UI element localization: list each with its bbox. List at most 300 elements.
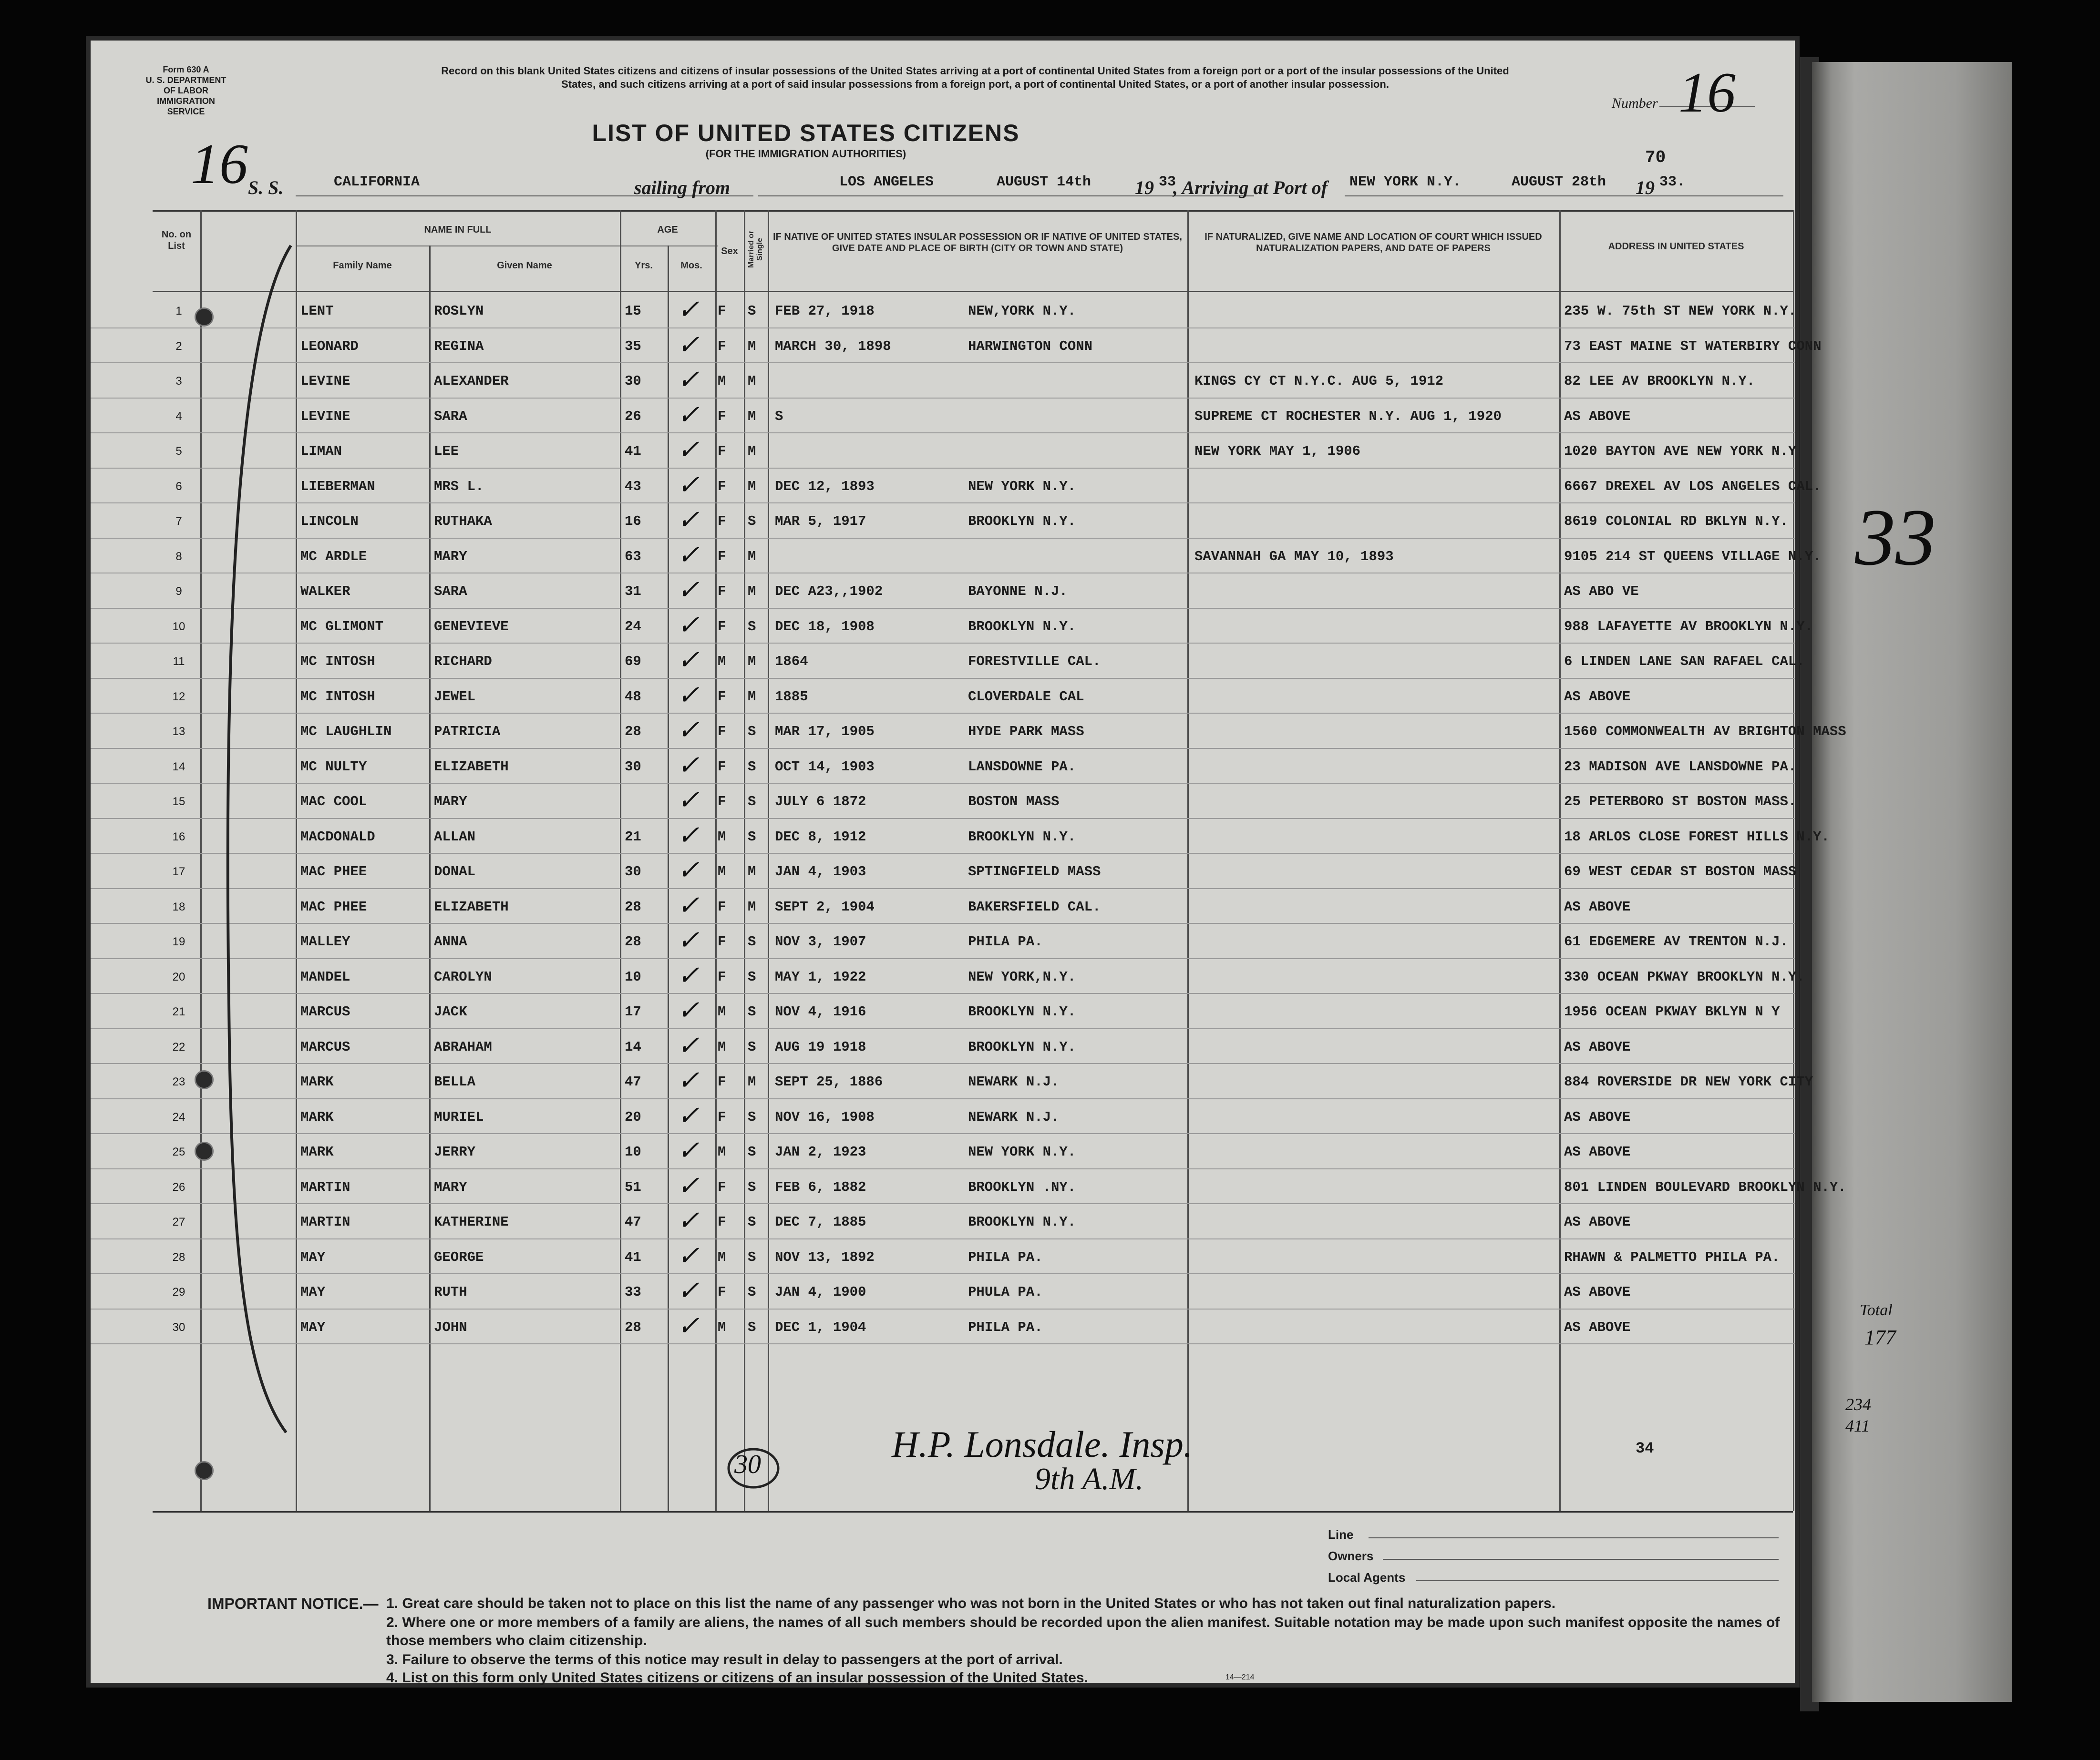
cell-given: JACK: [434, 1004, 467, 1020]
cell-given: MARY: [434, 794, 467, 809]
cell-birth-date: DEC 7, 1885: [775, 1214, 866, 1230]
cell-birth-date: NOV 4, 1916: [775, 1004, 866, 1020]
cell-address: AS ABOVE: [1564, 899, 1631, 915]
notice-item-2: 2. Where one or more members of a family are aliens, the names of all such members should be recorded upon the alien manifest. Suitable notation may be made upon such manifest opposite the names of those members who claim citizenship.: [386, 1615, 1780, 1648]
cell-yrs: 41: [625, 1249, 641, 1265]
cell-family: MC LAUGHLIN: [300, 724, 392, 739]
cell-family: MAY: [300, 1284, 326, 1300]
header-no-on-list: No. on List: [161, 229, 192, 251]
cell-family: MARTIN: [300, 1179, 350, 1195]
header-name-in-full: NAME IN FULL: [424, 225, 492, 235]
row-divider: [91, 818, 1795, 819]
cell-no: 14: [172, 760, 185, 773]
cell-given: ROSLYN: [434, 303, 484, 319]
cell-yrs: 30: [625, 864, 641, 880]
header-given-name: Given Name: [497, 260, 552, 271]
cell-no: 23: [172, 1075, 185, 1088]
cell-family: MAC PHEE: [300, 864, 367, 880]
cell-family: MALLEY: [300, 934, 350, 950]
cell-family: MARCUS: [300, 1004, 350, 1020]
cell-no: 8: [175, 550, 182, 563]
row-divider: [91, 1238, 1795, 1239]
header-sex: Sex: [721, 246, 738, 256]
header-birth: IF NATIVE OF UNITED STATES INSULAR POSSESSION OR IF NATIVE OF UNITED STATES, GIVE DATE AND PLACE OF BIRTH (CITY OR TOWN AND STATE): [773, 232, 1182, 254]
cell-birth-place: NEW YORK N.Y.: [968, 478, 1076, 494]
header-age: AGE: [657, 225, 678, 235]
cell-ms: M: [748, 899, 756, 915]
cell-yrs: 69: [625, 654, 641, 669]
cell-birth-date: FEB 27, 1918: [775, 303, 875, 319]
header-married-or-single: Married or Single: [747, 230, 764, 268]
checkmark-icon: ✓: [677, 1171, 700, 1201]
cell-sex: F: [718, 618, 726, 634]
cell-sex: F: [718, 688, 726, 705]
cell-given: ELIZABETH: [434, 758, 509, 775]
cell-sex: F: [718, 1074, 726, 1090]
line-label: Line: [1328, 1527, 1354, 1542]
cell-sex: F: [718, 934, 726, 950]
notice-title: IMPORTANT NOTICE.—: [207, 1595, 379, 1612]
cell-no: 27: [172, 1216, 185, 1228]
cell-yrs: 30: [625, 758, 641, 775]
cell-sex: F: [718, 548, 726, 564]
ship-name: CALIFORNIA: [334, 174, 420, 190]
row-divider: [91, 1028, 1795, 1029]
cell-birth-date: NOV 13, 1892: [775, 1249, 875, 1265]
cell-family: MC ARDLE: [300, 548, 367, 564]
row-divider: [91, 643, 1795, 644]
cell-address: AS ABO VE: [1564, 583, 1639, 599]
cell-given: GEORGE: [434, 1249, 484, 1265]
row-divider: [91, 398, 1795, 399]
cell-address: 988 LAFAYETTE AV BROOKLYN N.Y.: [1564, 618, 1813, 634]
cell-birth-date: MAY 1, 1922: [775, 969, 866, 985]
cell-given: SARA: [434, 408, 467, 424]
row-divider: [91, 1168, 1795, 1169]
checkmark-icon: ✓: [677, 820, 700, 850]
document-title: LIST OF UNITED STATES CITIZENS: [592, 120, 1020, 146]
row-divider: [91, 468, 1795, 469]
cell-ms: M: [748, 1074, 756, 1090]
cell-sex: F: [718, 443, 726, 459]
cell-yrs: 17: [625, 1004, 641, 1020]
cell-given: ALEXANDER: [434, 373, 509, 389]
cell-given: KATHERINE: [434, 1214, 509, 1230]
cell-family: MACDONALD: [300, 829, 375, 845]
header-age-months: Mos.: [680, 260, 702, 271]
cell-no: 21: [172, 1005, 185, 1018]
cell-nat: SUPREME CT ROCHESTER N.Y. AUG 1, 1920: [1194, 408, 1502, 424]
cell-sex: F: [718, 899, 726, 915]
cell-no: 17: [172, 865, 185, 878]
cell-birth-date: AUG 19 1918: [775, 1039, 866, 1055]
cell-ms: S: [748, 794, 756, 809]
cell-given: ALLAN: [434, 829, 476, 845]
checkmark-icon: ✓: [677, 1136, 700, 1166]
cell-address: 1560 COMMONWEALTH AV BRIGHTON MASS: [1564, 724, 1846, 739]
cell-no: 29: [172, 1286, 185, 1299]
header-address: ADDRESS IN UNITED STATES: [1608, 241, 1744, 252]
cell-no: 7: [175, 515, 182, 528]
cell-no: 28: [172, 1250, 185, 1264]
number-value: 16: [1678, 61, 1736, 124]
cell-family: MC GLIMONT: [300, 618, 384, 634]
cell-ms: S: [748, 1179, 756, 1195]
row-divider: [91, 678, 1795, 679]
checkmark-icon: ✓: [677, 750, 700, 780]
header-age-years: Yrs.: [635, 260, 653, 271]
arrival-port: NEW YORK N.Y.: [1349, 174, 1462, 190]
row-divider: [91, 608, 1795, 609]
row-divider: [91, 958, 1795, 959]
row-divider: [91, 1343, 1795, 1344]
cell-given: JOHN: [434, 1319, 467, 1335]
cell-sex: F: [718, 583, 726, 599]
cell-birth-place: NEW,YORK N.Y.: [968, 303, 1076, 319]
cell-address: 884 ROVERSIDE DR NEW YORK CITY: [1564, 1074, 1813, 1090]
cell-ms: M: [748, 443, 756, 459]
checkmark-icon: ✓: [677, 961, 700, 991]
cell-birth-date: 1864: [775, 654, 808, 669]
cell-ms: M: [748, 338, 756, 354]
cell-ms: S: [748, 969, 756, 985]
cell-ms: S: [748, 1249, 756, 1265]
cell-no: 16: [172, 830, 185, 843]
cell-ms: S: [748, 1004, 756, 1020]
cell-address: 9105 214 ST QUEENS VILLAGE N.Y.: [1564, 548, 1822, 564]
preamble-text: Record on this blank United States citizens and citizens of insular possessions of the United States arriving at a port of continental United States from a foreign port or a port of the insular possessions of the United States, and such citizens arriving at a port of said insular possessions from a foreign port, a port of continental United States, or a port of another insular possession.: [441, 65, 1509, 90]
cell-address: 1956 OCEAN PKWAY BKLYN N Y: [1564, 1004, 1780, 1020]
cell-family: LEVINE: [300, 373, 350, 389]
checkmark-icon: ✓: [677, 996, 700, 1025]
side-note-234: 234: [1845, 1395, 1871, 1414]
cell-ms: S: [748, 724, 756, 739]
checkmark-icon: ✓: [677, 435, 700, 465]
number-label: Number: [1612, 95, 1658, 111]
cell-given: ELIZABETH: [434, 899, 509, 915]
cell-address: AS ABOVE: [1564, 1039, 1631, 1055]
checkmark-icon: ✓: [677, 295, 700, 325]
checkmark-icon: ✓: [677, 645, 700, 675]
cell-yrs: 16: [625, 513, 641, 529]
cell-ms: M: [748, 478, 756, 494]
cell-address: 801 LINDEN BOULEVARD BROOKLYN N.Y.: [1564, 1179, 1846, 1195]
cell-sex: F: [718, 1284, 726, 1300]
cell-family: MC INTOSH: [300, 688, 375, 705]
cell-address: AS ABOVE: [1564, 1319, 1631, 1335]
cell-address: 1020 BAYTON AVE NEW YORK N.Y: [1564, 443, 1797, 459]
cell-birth-place: LANSDOWNE PA.: [968, 758, 1076, 775]
cell-yrs: 47: [625, 1214, 641, 1230]
cell-sex: F: [718, 338, 726, 354]
cell-no: 13: [172, 725, 185, 738]
cell-ms: S: [748, 303, 756, 319]
cell-family: LINCOLN: [300, 513, 359, 529]
row-divider: [91, 502, 1795, 503]
cell-address: 69 WEST CEDAR ST BOSTON MASS: [1564, 864, 1797, 880]
cell-no: 9: [175, 585, 182, 598]
cell-given: RUTH: [434, 1284, 467, 1300]
side-note-177: 177: [1864, 1326, 1896, 1349]
cell-ms: S: [748, 829, 756, 845]
cell-ms: M: [748, 373, 756, 389]
cell-sex: M: [718, 864, 726, 880]
cell-given: ANNA: [434, 934, 467, 950]
cell-address: 25 PETERBORO ST BOSTON MASS.: [1564, 794, 1797, 809]
cell-ms: S: [748, 1214, 756, 1230]
cell-birth-date: NOV 16, 1908: [775, 1109, 875, 1125]
cell-birth-date: MAR 5, 1917: [775, 513, 866, 529]
checkmark-icon: ✓: [677, 1206, 700, 1236]
checkmark-icon: ✓: [677, 926, 700, 955]
cell-sex: M: [718, 1039, 726, 1055]
adjacent-page-strip: [1812, 62, 2012, 1702]
cell-given: PATRICIA: [434, 724, 501, 739]
cell-birth-place: NEW YORK,N.Y.: [968, 969, 1076, 985]
cell-sex: M: [718, 829, 726, 845]
row-divider: [91, 888, 1795, 889]
side-big-number: 33: [1855, 492, 1936, 582]
checkmark-icon: ✓: [677, 1031, 700, 1061]
cell-ms: S: [748, 934, 756, 950]
cell-family: MARTIN: [300, 1214, 350, 1230]
checkmark-icon: ✓: [677, 856, 700, 885]
cell-yrs: 28: [625, 899, 641, 915]
page-count: 34: [1636, 1440, 1654, 1457]
checkmark-icon: ✓: [677, 610, 700, 640]
cell-family: MARK: [300, 1144, 334, 1160]
cell-birth-place: BROOKLYN N.Y.: [968, 1004, 1076, 1020]
cell-birth-date: NOV 3, 1907: [775, 934, 866, 950]
cell-birth-place: HARWINGTON CONN: [968, 338, 1093, 354]
cell-yrs: 26: [625, 408, 641, 424]
form-id-number: Form 630 A: [163, 65, 209, 74]
cell-address: 235 W. 75th ST NEW YORK N.Y.: [1564, 303, 1797, 319]
checkmark-icon: ✓: [677, 365, 700, 395]
cell-address: 73 EAST MAINE ST WATERBIRY CONN: [1564, 338, 1822, 354]
cell-birth-date: JAN 2, 1923: [775, 1144, 866, 1160]
cell-family: WALKER: [300, 583, 350, 599]
cell-yrs: 48: [625, 688, 641, 705]
count-circled: 30: [734, 1450, 761, 1479]
cell-given: RICHARD: [434, 654, 492, 669]
bracket-mark: [205, 241, 310, 1442]
year-prefix-arrival: 19: [1636, 177, 1655, 198]
row-divider: [91, 783, 1795, 784]
cell-family: LIMAN: [300, 443, 342, 459]
cell-family: LEVINE: [300, 408, 350, 424]
cell-birth-place: BROOKLYN N.Y.: [968, 1214, 1076, 1230]
cell-address: AS ABOVE: [1564, 1284, 1631, 1300]
row-divider: [91, 327, 1795, 328]
owners-label: Owners: [1328, 1549, 1374, 1563]
cell-birth-date: DEC 1, 1904: [775, 1319, 866, 1335]
departure-year: 33: [1159, 174, 1176, 190]
cell-family: MC INTOSH: [300, 654, 375, 669]
cell-birth-place: PHILA PA.: [968, 934, 1043, 950]
cell-no: 11: [173, 655, 185, 668]
cell-birth-date: OCT 14, 1903: [775, 758, 875, 775]
cell-sex: M: [718, 654, 726, 669]
arrival-date: AUGUST 28th: [1512, 174, 1606, 190]
cell-birth-place: PHILA PA.: [968, 1319, 1043, 1335]
row-divider: [91, 1273, 1795, 1274]
cell-birth-date: DEC 12, 1893: [775, 478, 875, 494]
cell-yrs: 31: [625, 583, 641, 599]
arrival-year: 33.: [1659, 174, 1686, 190]
cell-family: LENT: [300, 303, 334, 319]
cell-birth-place: PHILA PA.: [968, 1249, 1043, 1265]
cell-birth-date: S: [775, 408, 783, 424]
checkmark-icon: ✓: [677, 470, 700, 500]
ss-label: S. S.: [248, 177, 284, 198]
cell-ms: S: [748, 1319, 756, 1335]
cell-no: 12: [172, 690, 185, 703]
cell-birth-date: SEPT 2, 1904: [775, 899, 875, 915]
cell-address: 82 LEE AV BROOKLYN N.Y.: [1564, 373, 1755, 389]
cell-yrs: 28: [625, 1319, 641, 1335]
cell-no: 1: [175, 305, 182, 317]
cell-birth-place: NEWARK N.J.: [968, 1074, 1060, 1090]
row-divider: [91, 432, 1795, 433]
side-note-total: Total: [1860, 1301, 1893, 1319]
cell-yrs: 63: [625, 548, 641, 564]
form-id-service: IMMIGRATION SERVICE: [157, 96, 215, 116]
cell-ms: S: [748, 1039, 756, 1055]
cell-family: MARCUS: [300, 1039, 350, 1055]
cell-ms: M: [748, 864, 756, 880]
cell-no: 3: [175, 375, 182, 388]
inspector-signature-line2: 9th A.M.: [1035, 1462, 1143, 1496]
cell-sex: F: [718, 1214, 726, 1230]
cell-sex: M: [718, 373, 726, 389]
cell-yrs: 28: [625, 934, 641, 950]
cell-given: GENEVIEVE: [434, 618, 509, 634]
notice-item-4: 4. List on this form only United States citizens or citizens of an insular possession of the United States.: [386, 1670, 1088, 1686]
cell-family: LIEBERMAN: [300, 478, 375, 494]
cell-no: 20: [172, 970, 185, 983]
cell-ms: S: [748, 758, 756, 775]
form-id-department: U. S. DEPARTMENT OF LABOR: [145, 75, 226, 95]
cell-family: MAY: [300, 1319, 326, 1335]
row-divider: [91, 1063, 1795, 1064]
cell-birth-place: NEW YORK N.Y.: [968, 1144, 1076, 1160]
checkmark-icon: ✓: [677, 400, 700, 430]
cell-no: 2: [175, 339, 182, 353]
cell-no: 4: [175, 409, 182, 423]
row-divider: [91, 1098, 1795, 1099]
checkmark-icon: ✓: [677, 1241, 700, 1271]
cell-yrs: 51: [625, 1179, 641, 1195]
cell-given: ABRAHAM: [434, 1039, 492, 1055]
cell-birth-place: BROOKLYN N.Y.: [968, 829, 1076, 845]
cell-yrs: 47: [625, 1074, 641, 1090]
cell-sex: M: [718, 1004, 726, 1020]
cell-sex: F: [718, 478, 726, 494]
cell-sex: F: [718, 303, 726, 319]
cell-given: MRS L.: [434, 478, 484, 494]
cell-given: CAROLYN: [434, 969, 492, 985]
cell-no: 10: [172, 620, 185, 633]
checkmark-icon: ✓: [677, 540, 700, 570]
cell-birth-place: BOSTON MASS: [968, 794, 1060, 809]
cell-ms: S: [748, 513, 756, 529]
cell-address: AS ABOVE: [1564, 1214, 1631, 1230]
cell-nat: NEW YORK MAY 1, 1906: [1194, 443, 1361, 459]
header-family-name: Family Name: [333, 260, 392, 271]
departure-port: LOS ANGELES: [839, 174, 934, 190]
cell-address: 61 EDGEMERE AV TRENTON N.J.: [1564, 934, 1788, 950]
cell-address: AS ABOVE: [1564, 688, 1631, 705]
cell-sex: F: [718, 794, 726, 809]
cell-sex: M: [718, 1249, 726, 1265]
cell-yrs: 43: [625, 478, 641, 494]
margin-note: 16: [191, 132, 248, 195]
cell-sex: F: [718, 758, 726, 775]
cell-yrs: 33: [625, 1284, 641, 1300]
cell-birth-date: DEC 8, 1912: [775, 829, 866, 845]
cell-ms: M: [748, 654, 756, 669]
year-prefix-departure: 19: [1135, 177, 1154, 198]
cell-birth-place: BROOKLYN N.Y.: [968, 513, 1076, 529]
sailing-from-label: sailing from: [634, 177, 731, 198]
cell-birth-date: FEB 6, 1882: [775, 1179, 866, 1195]
checkmark-icon: ✓: [677, 330, 700, 360]
cell-address: AS ABOVE: [1564, 1109, 1631, 1125]
cell-address: 6667 DREXEL AV LOS ANGELES CAL.: [1564, 478, 1822, 494]
cell-given: RUTHAKA: [434, 513, 492, 529]
cell-ms: M: [748, 688, 756, 705]
cell-no: 30: [172, 1320, 185, 1334]
cell-birth-date: JAN 4, 1900: [775, 1284, 866, 1300]
cell-address: 6 LINDEN LANE SAN RAFAEL CAL.: [1564, 654, 1805, 669]
cell-yrs: 14: [625, 1039, 641, 1055]
cell-given: JEWEL: [434, 688, 476, 705]
manifest-sheet: [91, 41, 1846, 1686]
notice-item-3: 3. Failure to observe the terms of this notice may result in delay to passengers at the port of arrival.: [386, 1652, 1063, 1668]
notice-item-1: 1. Great care should be taken not to place on this list the name of any passenger who was not born in the United States or who has not taken out final naturalization papers.: [386, 1596, 1556, 1611]
cell-birth-place: BAKERSFIELD CAL.: [968, 899, 1101, 915]
cell-nat: KINGS CY CT N.Y.C. AUG 5, 1912: [1194, 373, 1444, 389]
cell-no: 19: [172, 935, 185, 948]
cell-birth-place: BROOKLYN N.Y.: [968, 1039, 1076, 1055]
cell-given: MARY: [434, 548, 467, 564]
cell-ms: S: [748, 1109, 756, 1125]
cell-birth-place: BAYONNE N.J.: [968, 583, 1068, 599]
cell-no: 22: [172, 1040, 185, 1054]
cell-yrs: 15: [625, 303, 641, 319]
cell-ms: M: [748, 408, 756, 424]
inspector-signature: H.P. Lonsdale. Insp.: [892, 1423, 1193, 1465]
cell-birth-place: BROOKLYN N.Y.: [968, 618, 1076, 634]
cell-no: 15: [172, 795, 185, 808]
cell-birth-date: DEC A23,,1902: [775, 583, 883, 599]
cell-birth-place: NEWARK N.J.: [968, 1109, 1060, 1125]
cell-birth-place: CLOVERDALE CAL: [968, 688, 1084, 705]
cell-no: 26: [172, 1180, 185, 1194]
cell-address: 330 OCEAN PKWAY BROOKLYN N.Y.: [1564, 969, 1805, 985]
cell-given: MARY: [434, 1179, 467, 1195]
punch-hole: [195, 1461, 214, 1480]
cell-sex: F: [718, 724, 726, 739]
cell-birth-place: BROOKLYN .NY.: [968, 1179, 1076, 1195]
cell-birth-date: MAR 17, 1905: [775, 724, 875, 739]
checkmark-icon: ✓: [677, 716, 700, 745]
cell-given: REGINA: [434, 338, 484, 354]
cell-sex: F: [718, 408, 726, 424]
cell-family: MANDEL: [300, 969, 350, 985]
cell-sex: F: [718, 1109, 726, 1125]
